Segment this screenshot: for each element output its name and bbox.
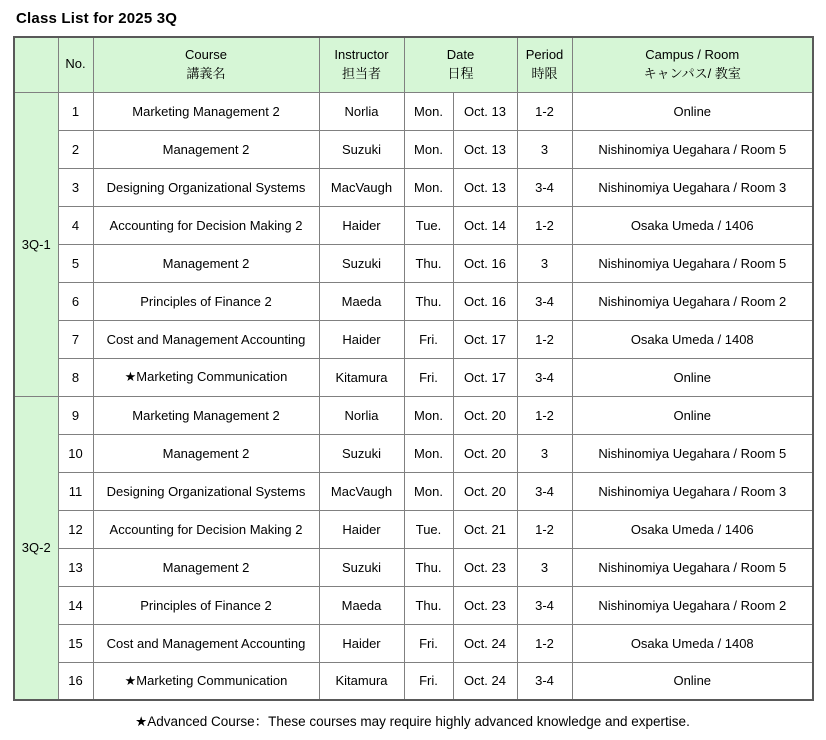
date-cell: Oct. 13 (453, 92, 517, 130)
table-row (14, 662, 813, 700)
no-cell: 7 (58, 320, 93, 358)
course-cell: ★Marketing Communication (93, 662, 319, 700)
instructor-cell: Norlia (319, 396, 404, 434)
campus-cell: Osaka Umeda / 1408 (572, 624, 813, 662)
class-table-body (14, 92, 813, 700)
period-cell: 3 (517, 434, 572, 472)
campus-cell: Online (572, 92, 813, 130)
no-cell: 14 (58, 586, 93, 624)
table-row (14, 396, 813, 434)
day-cell: Thu. (404, 244, 453, 282)
header-period-en: Period (525, 46, 564, 62)
group-label: 3Q-2 (14, 396, 58, 700)
course-cell: Cost and Management Accounting (93, 624, 319, 662)
course-cell: Management 2 (93, 434, 319, 472)
course-cell: Management 2 (93, 130, 319, 168)
date-cell: Oct. 21 (453, 510, 517, 548)
instructor-cell: Haider (319, 320, 404, 358)
period-cell: 1-2 (517, 92, 572, 130)
day-cell: Mon. (404, 92, 453, 130)
day-cell: Fri. (404, 320, 453, 358)
table-header (14, 37, 813, 92)
period-cell: 3-4 (517, 358, 572, 396)
campus-cell: Osaka Umeda / 1406 (572, 206, 813, 244)
instructor-cell: Suzuki (319, 434, 404, 472)
campus-cell: Online (572, 396, 813, 434)
course-cell: Accounting for Decision Making 2 (93, 510, 319, 548)
no-cell: 4 (58, 206, 93, 244)
day-cell: Mon. (404, 168, 453, 206)
table-row (14, 434, 813, 472)
header-group (14, 37, 58, 92)
no-cell: 3 (58, 168, 93, 206)
header-course-en: Course (185, 46, 227, 62)
table-row (14, 168, 813, 206)
day-cell: Thu. (404, 586, 453, 624)
instructor-cell: Haider (319, 624, 404, 662)
instructor-cell: MacVaugh (319, 168, 404, 206)
no-cell: 2 (58, 130, 93, 168)
table-row (14, 244, 813, 282)
period-cell: 3 (517, 548, 572, 586)
date-cell: Oct. 24 (453, 624, 517, 662)
page-title: Class List for 2025 3Q (16, 10, 178, 27)
period-cell: 1-2 (517, 320, 572, 358)
no-cell: 13 (58, 548, 93, 586)
campus-cell: Osaka Umeda / 1406 (572, 510, 813, 548)
instructor-cell: Kitamura (319, 358, 404, 396)
instructor-cell: Maeda (319, 282, 404, 320)
group-label: 3Q-1 (14, 92, 58, 396)
table-row (14, 282, 813, 320)
campus-cell: Nishinomiya Uegahara / Room 2 (572, 282, 813, 320)
table-row (14, 548, 813, 586)
course-cell: Accounting for Decision Making 2 (93, 206, 319, 244)
no-cell: 9 (58, 396, 93, 434)
period-cell: 1-2 (517, 510, 572, 548)
header-date-en: Date (446, 46, 475, 62)
period-cell: 3 (517, 130, 572, 168)
table-row (14, 358, 813, 396)
date-cell: Oct. 23 (453, 586, 517, 624)
header-course (93, 37, 319, 92)
campus-cell: Nishinomiya Uegahara / Room 5 (572, 244, 813, 282)
no-cell: 10 (58, 434, 93, 472)
campus-cell: Osaka Umeda / 1408 (572, 320, 813, 358)
day-cell: Tue. (404, 206, 453, 244)
campus-cell: Nishinomiya Uegahara / Room 5 (572, 548, 813, 586)
campus-cell: Online (572, 662, 813, 700)
advanced-course-footnote: ★Advanced Course：These courses may require highly advanced knowledge and expertise. (135, 714, 690, 729)
date-cell: Oct. 23 (453, 548, 517, 586)
day-cell: Mon. (404, 396, 453, 434)
date-cell: Oct. 17 (453, 320, 517, 358)
no-cell: 1 (58, 92, 93, 130)
header-instructor-ja: 担当者 (341, 65, 381, 81)
no-cell: 5 (58, 244, 93, 282)
day-cell: Thu. (404, 548, 453, 586)
class-list-table (13, 36, 814, 701)
course-cell: Designing Organizational Systems (93, 472, 319, 510)
instructor-cell: Maeda (319, 586, 404, 624)
instructor-cell: Kitamura (319, 662, 404, 700)
date-cell: Oct. 14 (453, 206, 517, 244)
date-cell: Oct. 16 (453, 244, 517, 282)
header-campus-en: Campus / Room (645, 46, 740, 62)
header-instructor (319, 37, 404, 92)
period-cell: 3-4 (517, 168, 572, 206)
table-row (14, 472, 813, 510)
course-cell: Principles of Finance 2 (93, 282, 319, 320)
period-cell: 3-4 (517, 586, 572, 624)
period-cell: 3-4 (517, 282, 572, 320)
day-cell: Fri. (404, 662, 453, 700)
no-cell: 11 (58, 472, 93, 510)
instructor-cell: Haider (319, 206, 404, 244)
period-cell: 3-4 (517, 472, 572, 510)
instructor-cell: Suzuki (319, 548, 404, 586)
instructor-cell: Suzuki (319, 244, 404, 282)
campus-cell: Nishinomiya Uegahara / Room 3 (572, 168, 813, 206)
date-cell: Oct. 20 (453, 472, 517, 510)
header-course-ja: 講義名 (186, 65, 226, 81)
table-row (14, 586, 813, 624)
header-no: No. (58, 37, 93, 92)
table-row (14, 206, 813, 244)
header-campus (572, 37, 813, 92)
date-cell: Oct. 20 (453, 396, 517, 434)
table-row (14, 320, 813, 358)
day-cell: Mon. (404, 434, 453, 472)
campus-cell: Nishinomiya Uegahara / Room 5 (572, 130, 813, 168)
course-cell: ★Marketing Communication (93, 358, 319, 396)
day-cell: Mon. (404, 130, 453, 168)
header-instructor-en: Instructor (334, 46, 389, 62)
header-period-ja: 時限 (531, 65, 558, 81)
day-cell: Mon. (404, 472, 453, 510)
table-row (14, 510, 813, 548)
no-cell: 8 (58, 358, 93, 396)
course-cell: Management 2 (93, 548, 319, 586)
table-row (14, 92, 813, 130)
date-cell: Oct. 13 (453, 130, 517, 168)
course-cell: Marketing Management 2 (93, 92, 319, 130)
table-row (14, 130, 813, 168)
header-row (14, 37, 813, 92)
campus-cell: Online (572, 358, 813, 396)
header-campus-ja: キャンパス/ 教室 (643, 65, 741, 81)
period-cell: 3-4 (517, 662, 572, 700)
period-cell: 1-2 (517, 206, 572, 244)
day-cell: Thu. (404, 282, 453, 320)
date-cell: Oct. 24 (453, 662, 517, 700)
period-cell: 3 (517, 244, 572, 282)
campus-cell: Nishinomiya Uegahara / Room 3 (572, 472, 813, 510)
campus-cell: Nishinomiya Uegahara / Room 5 (572, 434, 813, 472)
course-cell: Management 2 (93, 244, 319, 282)
course-cell: Marketing Management 2 (93, 396, 319, 434)
header-date-ja: 日程 (447, 65, 474, 81)
instructor-cell: Haider (319, 510, 404, 548)
instructor-cell: Norlia (319, 92, 404, 130)
course-cell: Principles of Finance 2 (93, 586, 319, 624)
campus-cell: Nishinomiya Uegahara / Room 2 (572, 586, 813, 624)
no-cell: 16 (58, 662, 93, 700)
course-cell: Cost and Management Accounting (93, 320, 319, 358)
date-cell: Oct. 16 (453, 282, 517, 320)
instructor-cell: MacVaugh (319, 472, 404, 510)
day-cell: Fri. (404, 358, 453, 396)
period-cell: 1-2 (517, 396, 572, 434)
day-cell: Fri. (404, 624, 453, 662)
date-cell: Oct. 20 (453, 434, 517, 472)
course-cell: Designing Organizational Systems (93, 168, 319, 206)
day-cell: Tue. (404, 510, 453, 548)
header-date (404, 37, 517, 92)
header-period (517, 37, 572, 92)
no-cell: 6 (58, 282, 93, 320)
no-cell: 15 (58, 624, 93, 662)
period-cell: 1-2 (517, 624, 572, 662)
instructor-cell: Suzuki (319, 130, 404, 168)
date-cell: Oct. 17 (453, 358, 517, 396)
table-row (14, 624, 813, 662)
date-cell: Oct. 13 (453, 168, 517, 206)
no-cell: 12 (58, 510, 93, 548)
